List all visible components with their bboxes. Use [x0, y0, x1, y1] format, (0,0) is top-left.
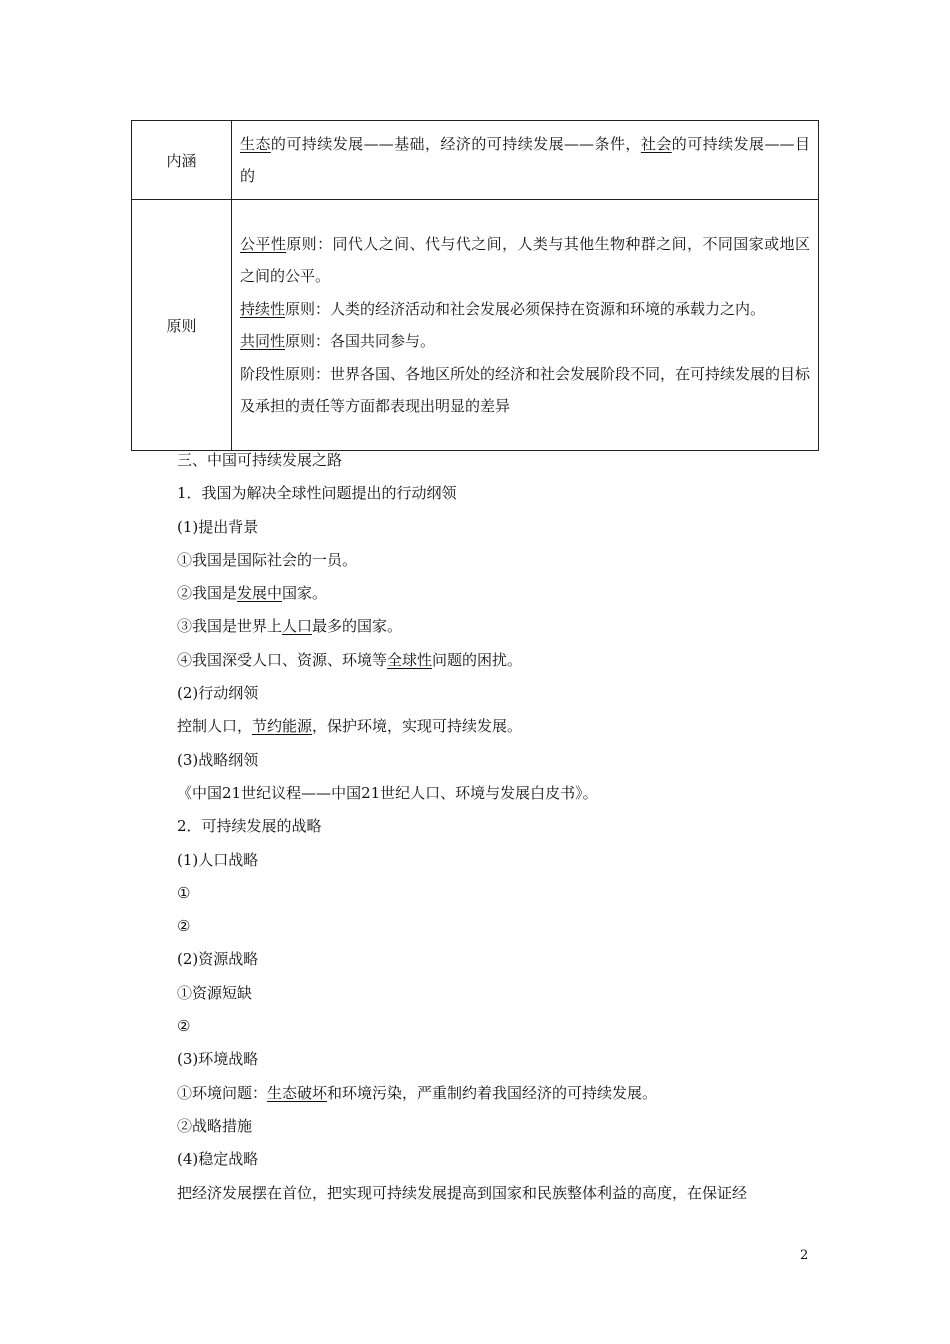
- body-line: [177, 810, 817, 843]
- text-run: 的可持续发展——目的: [240, 134, 810, 185]
- body-line: [177, 444, 817, 477]
- body-line: [177, 744, 817, 777]
- text-run: (1)人口战略: [177, 850, 259, 869]
- row-content: [232, 200, 819, 451]
- principle-commonality: [240, 325, 810, 358]
- text-run: (3)环境战略: [177, 1050, 259, 1069]
- text-run: 原则：同代人之间、代与代之间，人类与其他生物种群之间，不同国家或地区之间的公平。: [240, 234, 810, 285]
- underlined-term: 人口: [282, 617, 313, 636]
- underlined-term: 生态破坏: [267, 1083, 328, 1102]
- body-line: [177, 777, 817, 810]
- body-line: [177, 1177, 817, 1210]
- body-line: [177, 1110, 817, 1143]
- text-run: 原则：各国共同参与。: [285, 332, 436, 350]
- connotation-text: [240, 128, 810, 193]
- body-line: [177, 677, 817, 710]
- body-line: [177, 1143, 817, 1176]
- text-run: ①: [177, 883, 191, 902]
- text-run: ③我国是世界上: [177, 617, 283, 636]
- body-line: [177, 511, 817, 544]
- text-run: 和环境污染，严重制约着我国经济的可持续发展。: [327, 1083, 658, 1102]
- text-run: ①环境问题：: [177, 1083, 268, 1102]
- text-run: 最多的国家。: [312, 617, 403, 636]
- principle-sustainability: [240, 293, 810, 326]
- principle-stage: [240, 358, 810, 423]
- body-line: [177, 1010, 817, 1043]
- body-line: [177, 910, 817, 943]
- text-run: ①我国是国际社会的一员。: [177, 550, 358, 569]
- underlined-term: 生态: [240, 134, 271, 153]
- principle-fairness: [240, 228, 810, 293]
- summary-table: [131, 120, 819, 451]
- body-line: [177, 644, 817, 677]
- body-line: [177, 1043, 817, 1076]
- body-line: [177, 544, 817, 577]
- text-run: (3)战略纲领: [177, 750, 259, 769]
- body-line: [177, 1077, 817, 1110]
- body-line: [177, 577, 817, 610]
- text-run: 控制人口，: [177, 717, 253, 736]
- body-line: [177, 977, 817, 1010]
- text-run: ，保护环境，实现可持续发展。: [312, 717, 523, 736]
- text-run: (1)提出背景: [177, 517, 259, 536]
- page-number: 2: [800, 1248, 809, 1263]
- body-line: [177, 610, 817, 643]
- text-run: (2)资源战略: [177, 950, 259, 969]
- text-run: ②: [177, 917, 191, 936]
- text-run: (4)稳定战略: [177, 1150, 259, 1169]
- body-line: [177, 844, 817, 877]
- body-line: [177, 943, 817, 976]
- text-run: 阶段性原则：世界各国、各地区所处的经济和社会发展阶段不同，在可持续发展的目标及承担的责任等方面都表现出明显的差异: [240, 364, 811, 415]
- table-row-connotation: [132, 121, 819, 200]
- text-run: 问题的困扰。: [432, 650, 523, 669]
- text-run: 三、中国可持续发展之路: [177, 451, 343, 469]
- row-label: 原则: [132, 200, 232, 451]
- row-label: 内涵: [132, 121, 232, 200]
- text-run: ②战略措施: [177, 1116, 253, 1135]
- text-run: 的可持续发展——基础，经济的可持续发展——条件，: [270, 134, 641, 153]
- underlined-term: 全球性: [387, 650, 433, 669]
- underlined-term: 公平性: [240, 234, 287, 253]
- body-line: [177, 877, 817, 910]
- underlined-term: 发展中: [237, 584, 283, 603]
- underlined-term: 社会: [640, 134, 672, 153]
- text-run: 1．我国为解决全球性问题提出的行动纲领: [177, 484, 457, 503]
- body-line: [177, 710, 817, 743]
- underlined-term: 持续性: [240, 299, 286, 318]
- text-run: 原则：人类的经济活动和社会发展必须保持在资源和环境的承载力之内。: [285, 299, 766, 318]
- text-run: ②: [177, 1017, 191, 1036]
- underlined-term: 共同性: [240, 332, 286, 350]
- table-row-principles: [132, 200, 819, 451]
- text-run: ④我国深受人口、资源、环境等: [177, 650, 388, 669]
- text-run: 把经济发展摆在首位，把实现可持续发展提高到国家和民族整体利益的高度，在保证经: [177, 1183, 748, 1202]
- body-line: [177, 477, 817, 510]
- row-content: [232, 121, 819, 200]
- text-run: 《中国21世纪议程——中国21世纪人口、环境与发展白皮书》。: [177, 783, 598, 802]
- text-run: (2)行动纲领: [177, 684, 259, 703]
- body-text: [177, 444, 817, 1210]
- underlined-term: 节约能源: [252, 717, 313, 736]
- text-run: 国家。: [282, 584, 328, 603]
- text-run: ①资源短缺: [177, 983, 253, 1002]
- text-run: ②我国是: [177, 584, 238, 603]
- text-run: 2．可持续发展的战略: [177, 817, 322, 836]
